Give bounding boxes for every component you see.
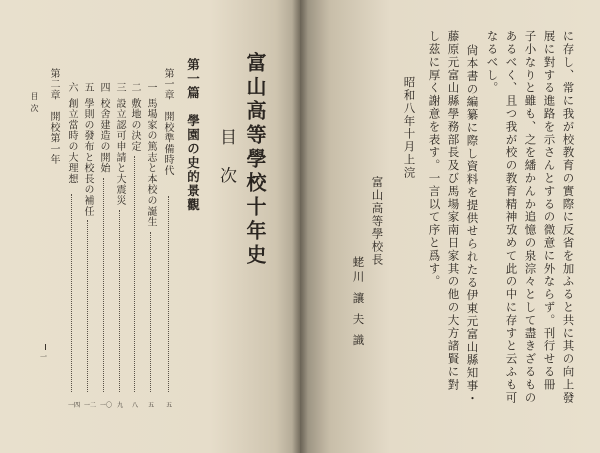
toc-entry-4-num: 四: [98, 82, 109, 93]
toc-entry-2-num: 二: [129, 82, 140, 93]
toc-chapter-1: 第一章 開校準備時代: [162, 68, 173, 176]
preface-date: 昭和八年十月上浣: [402, 76, 417, 180]
toc-entry-5-page: 一二: [84, 402, 97, 409]
preface-col-4: あるべく、且つ我が校の教育精神攷めて此の中に存すと云ふも可: [504, 30, 519, 405]
toc-entry-2: 敷地の決定: [129, 98, 140, 152]
preface-col-3: 子小なりと雖も、之を繙かんか追憶の泉淙々として盡きざるもの: [523, 30, 538, 405]
toc-leader: [71, 194, 72, 392]
signer-title: 富山高等學校長: [370, 176, 385, 267]
toc-leader: [87, 220, 88, 392]
toc-leader: [168, 196, 169, 392]
toc-entry-3: 設立認可申請と大震災: [114, 98, 125, 206]
toc-entry-5-num: 五: [82, 82, 93, 93]
book-spine-shadow: [292, 0, 308, 453]
toc-heading: 目 次: [216, 128, 236, 192]
toc-entry-5: 學則の發布と校長の補任: [82, 98, 93, 217]
preface-col-6: 尙本書の編纂に際し資料を提供せられたる伊東元富山縣知事・: [465, 44, 480, 406]
toc-entry-1-page: 五: [148, 402, 155, 409]
signer-name: 蛯川 讓 夫 識: [351, 256, 366, 349]
toc-footer-label: 目 次: [30, 92, 39, 113]
preface-col-8: し茲に厚く謝意を表す。一言以て序と爲す。: [427, 30, 442, 288]
toc-entry-4-page: 一〇: [100, 402, 113, 409]
book-title: 富山高等學校十年史: [243, 52, 267, 268]
toc-leader: [103, 178, 104, 392]
toc-footer-page: 一: [40, 353, 47, 361]
toc-chapter-1-page: 五: [166, 402, 173, 409]
preface-col-7: 藤原元富山縣學務部長及び馬場家南日家其の他の大方諸賢に對: [446, 30, 461, 392]
toc-part-1: 第一篇 學園の史的景觀: [185, 58, 201, 212]
toc-entry-1-num: 一: [145, 82, 156, 93]
toc-entry-6-page: 一四: [68, 402, 81, 409]
toc-leader: [134, 156, 135, 392]
toc-leader: [119, 210, 120, 392]
preface-col-5: なるべし。: [485, 30, 500, 95]
toc-entry-4: 校舍建造の開始: [98, 98, 109, 174]
toc-entry-3-num: 三: [114, 82, 125, 93]
preface-col-2: 展に對する進路を示さんとするの微意に外ならず。刊行せる冊: [542, 30, 557, 392]
toc-entry-6: 創立當時の大理想: [66, 98, 77, 185]
page-number-mark: [45, 344, 46, 350]
toc-chapter-2: 第二章 開校第一年: [48, 68, 59, 166]
toc-leader: [150, 232, 151, 392]
toc-entry-6-num: 六: [66, 82, 77, 93]
right-page: [300, 0, 600, 453]
preface-col-1: に存し、常に我が校教育の實際に反省を加ふると共に其の向上發: [561, 30, 576, 405]
toc-entry-2-page: 八: [132, 402, 139, 409]
toc-entry-3-page: 九: [117, 402, 124, 409]
toc-entry-1: 馬場家の篤志と本校の誕生: [145, 98, 156, 228]
